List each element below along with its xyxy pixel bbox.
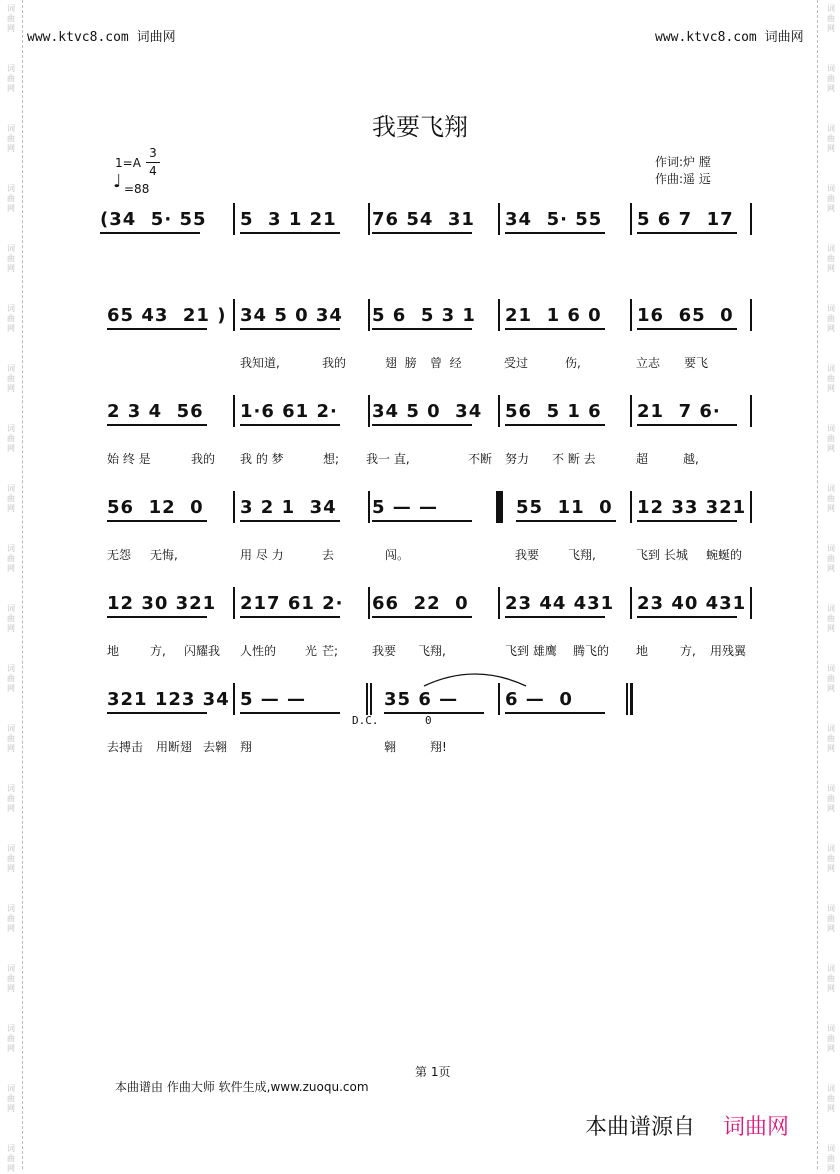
watermark-text: 词 曲 网 — [7, 64, 15, 93]
composer-credit: 作曲:遥 远 — [655, 172, 711, 186]
lyric-word: 地 — [107, 644, 120, 658]
lyric-word: 翔! — [430, 740, 447, 754]
lyric-word: 越, — [683, 452, 699, 466]
measure-notes: 2 3 4 56 — [107, 401, 204, 422]
measure-notes: 34 5 0 34 — [372, 401, 483, 422]
beam-underline — [505, 424, 605, 426]
watermark-text: 词 曲 网 — [7, 304, 15, 333]
bar-line — [368, 299, 370, 331]
beam-underline — [240, 616, 340, 618]
beam-underline — [107, 712, 207, 714]
watermark-text: 词 曲 网 — [827, 664, 835, 693]
watermark-text: 词 曲 网 — [827, 424, 835, 453]
header-right-url[interactable]: www.ktvc8.com — [655, 30, 757, 45]
beam-underline — [637, 616, 737, 618]
watermark-text: 词 曲 网 — [7, 124, 15, 153]
measure-notes: 321 123 34 — [107, 689, 230, 710]
beam-underline — [372, 424, 472, 426]
generator-credit: 本曲谱由 作曲大师 软件生成,www.zuoqu.com — [115, 1080, 369, 1094]
watermark-text: 词 曲 网 — [7, 1144, 15, 1173]
left-watermark-rail — [0, 0, 23, 1173]
beam-underline — [372, 232, 472, 234]
key-signature: 1=A — [115, 156, 141, 170]
right-watermark-rail — [817, 0, 840, 1173]
measure-notes: 5 — — — [372, 497, 439, 518]
bar-line — [233, 587, 235, 619]
score-row — [0, 395, 840, 435]
bar-line — [630, 587, 632, 619]
time-signature-bottom: 4 — [149, 164, 157, 178]
watermark-text: 词 曲 网 — [827, 244, 835, 273]
watermark-text: 词 曲 网 — [827, 184, 835, 213]
measure-notes: 5 3 1 21 — [240, 209, 337, 230]
fermata-zero: 0 — [425, 714, 432, 727]
lyric-word: 用残翼 — [710, 644, 747, 658]
bar-line — [630, 683, 633, 715]
measure-notes: 217 61 2· — [240, 593, 344, 614]
measure-notes: 65 43 21 ) — [107, 305, 227, 326]
bar-line — [630, 299, 632, 331]
lyric-word: 方, — [150, 644, 166, 658]
lyric-word: 去搏击 — [107, 740, 144, 754]
bar-line — [750, 299, 752, 331]
time-signature-divider — [146, 162, 160, 163]
beam-underline — [240, 712, 340, 714]
lyric-line — [0, 642, 840, 660]
lyric-word: 我 的 梦 — [240, 452, 284, 466]
beam-underline — [100, 232, 200, 234]
beam-underline — [637, 520, 737, 522]
bar-line — [630, 203, 632, 235]
lyric-word: 翔 — [240, 740, 253, 754]
lyric-line — [0, 450, 840, 468]
measure-notes: 56 5 1 6 — [505, 401, 602, 422]
beam-underline — [240, 232, 340, 234]
header-right — [655, 26, 804, 45]
watermark-text: 词 曲 网 — [827, 784, 835, 813]
measure-notes: 12 33 321 — [637, 497, 747, 518]
bar-line — [368, 395, 370, 427]
bar-line — [368, 491, 370, 523]
measure-notes: 5 6 5 3 1 — [372, 305, 476, 326]
measure-notes: 16 65 0 — [637, 305, 734, 326]
beam-underline — [240, 520, 340, 522]
beam-underline — [637, 424, 737, 426]
beam-underline — [372, 328, 472, 330]
bar-line — [233, 203, 235, 235]
watermark-text: 词 曲 网 — [827, 304, 835, 333]
score-row — [0, 683, 840, 723]
beam-underline — [516, 520, 616, 522]
time-signature-top: 3 — [149, 146, 157, 160]
lyric-word: 人性的 — [240, 644, 277, 658]
measure-notes: 1·6 61 2· — [240, 401, 338, 422]
header-right-site: 词曲网 — [764, 30, 804, 45]
lyric-word: 努力 — [505, 452, 530, 466]
watermark-text: 词 曲 网 — [7, 484, 15, 513]
beam-underline — [637, 328, 737, 330]
watermark-text: 词 曲 网 — [7, 424, 15, 453]
lyricist-credit: 作词:炉 膛 — [655, 155, 711, 169]
measure-notes: 34 5· 55 — [505, 209, 603, 230]
watermark-text: 词 曲 网 — [7, 964, 15, 993]
watermark-text: 词 曲 网 — [827, 1144, 835, 1173]
beam-underline — [505, 328, 605, 330]
beam-underline — [107, 616, 207, 618]
lyric-word: 我要 — [515, 548, 540, 562]
lyric-word: 闪耀我 — [184, 644, 221, 658]
lyric-word: 飞到 长城 — [636, 548, 688, 562]
lyric-word: 超 — [636, 452, 649, 466]
measure-notes: 34 5 0 34 — [240, 305, 343, 326]
lyric-word: 无悔, — [150, 548, 178, 562]
bar-line — [233, 491, 235, 523]
lyric-word: 伤, — [565, 356, 581, 370]
measure-notes: 12 30 321 — [107, 593, 217, 614]
watermark-text: 词 曲 网 — [7, 904, 15, 933]
bar-line — [368, 203, 370, 235]
repeat-bar-line — [626, 683, 628, 715]
lyric-word: 始 终 是 — [107, 452, 151, 466]
bar-line — [750, 491, 752, 523]
bar-line — [750, 203, 752, 235]
tempo-marking: =88 — [124, 182, 150, 196]
lyric-word: 不断 — [468, 452, 493, 466]
lyric-word: 去翱 — [203, 740, 228, 754]
lyric-word: 不 断 去 — [552, 452, 596, 466]
lyric-word: 我知道, — [240, 356, 280, 370]
watermark-text: 词 曲 网 — [7, 724, 15, 753]
measure-notes: 66 22 0 — [372, 593, 469, 614]
bar-line — [368, 587, 370, 619]
watermark-text: 词 曲 网 — [827, 1084, 835, 1113]
page-number: 第 1页 — [415, 1065, 451, 1079]
lyric-word: 飞翔, — [568, 548, 596, 562]
bar-line — [233, 299, 235, 331]
lyric-word: 地 — [636, 644, 649, 658]
lyric-word: 我的 — [322, 356, 347, 370]
repeat-bar-line — [366, 683, 368, 715]
beam-underline — [505, 616, 605, 618]
lyric-word: 受过 — [504, 356, 529, 370]
header-left-url[interactable]: www.ktvc8.com — [27, 30, 129, 45]
watermark-text: 词 曲 网 — [7, 4, 15, 33]
lyric-word: 芒; — [322, 644, 339, 658]
watermark-text: 词 曲 网 — [7, 1084, 15, 1113]
measure-notes: 21 7 6· — [637, 401, 721, 422]
measure-notes: 76 54 31 — [372, 209, 475, 230]
lyric-word: 想; — [323, 452, 340, 466]
beam-underline — [107, 520, 207, 522]
lyric-word: 闯。 — [385, 548, 410, 562]
score-row — [0, 299, 840, 339]
lyric-word: 我一 直, — [366, 452, 410, 466]
header-left-site: 词曲网 — [136, 30, 176, 45]
lyric-word: 腾飞的 — [573, 644, 610, 658]
measure-notes: 35 6 — — [384, 689, 459, 710]
bar-line — [750, 587, 752, 619]
beam-underline — [107, 424, 207, 426]
repeat-bar-line — [370, 683, 372, 715]
brand-prefix: 本曲谱源自 — [585, 1115, 696, 1140]
brand-name[interactable]: 词曲网 — [723, 1115, 790, 1140]
measure-notes: 6 — 0 — [505, 689, 573, 710]
bar-line — [233, 683, 235, 715]
measure-notes: 56 12 0 — [107, 497, 204, 518]
watermark-text: 词 曲 网 — [827, 844, 835, 873]
beam-underline — [384, 712, 484, 714]
watermark-text: 词 曲 网 — [827, 964, 835, 993]
watermark-text: 词 曲 网 — [7, 364, 15, 393]
bar-line — [750, 395, 752, 427]
beam-underline — [372, 520, 472, 522]
lyric-word: 翱 — [384, 740, 397, 754]
watermark-text: 词 曲 网 — [7, 244, 15, 273]
bar-line — [498, 395, 500, 427]
lyric-line — [0, 546, 840, 564]
da-capo-marker: D.C. — [352, 714, 379, 727]
lyric-word: 飞翔, — [418, 644, 446, 658]
measure-notes: (34 5· 55 — [100, 209, 207, 230]
watermark-text: 词 曲 网 — [827, 904, 835, 933]
lyric-word: 曾 经 — [430, 356, 462, 370]
lyric-word: 翅 膀 — [385, 356, 417, 370]
score-row — [0, 203, 840, 243]
lyric-line — [0, 738, 840, 756]
lyric-word: 要飞 — [684, 356, 709, 370]
measure-notes: 23 44 431 — [505, 593, 615, 614]
lyric-word: 我的 — [191, 452, 216, 466]
bar-line — [498, 203, 500, 235]
bar-line — [498, 299, 500, 331]
beam-underline — [505, 712, 605, 714]
lyric-word: 用断翅 — [156, 740, 193, 754]
lyric-word: 飞到 雄鹰 — [505, 644, 557, 658]
score-row — [0, 587, 840, 627]
bar-line — [630, 395, 632, 427]
measure-notes: 5 6 7 17 — [637, 209, 734, 230]
bar-line — [630, 491, 632, 523]
bar-line — [498, 587, 500, 619]
header-left — [27, 26, 176, 45]
repeat-bar-line — [500, 491, 503, 523]
watermark-text: 词 曲 网 — [7, 664, 15, 693]
watermark-text: 词 曲 网 — [827, 544, 835, 573]
watermark-text: 词 曲 网 — [7, 844, 15, 873]
measure-notes: 3 2 1 34 — [240, 497, 337, 518]
watermark-text: 词 曲 网 — [7, 544, 15, 573]
score-row — [0, 491, 840, 531]
measure-notes: 21 1 6 0 — [505, 305, 602, 326]
watermark-text: 词 曲 网 — [827, 64, 835, 93]
lyric-word: 我要 — [372, 644, 397, 658]
song-title: 我要飞翔 — [372, 113, 468, 141]
beam-underline — [505, 232, 605, 234]
watermark-text: 词 曲 网 — [827, 484, 835, 513]
bar-line — [233, 395, 235, 427]
lyric-word: 光 — [305, 644, 318, 658]
beam-underline — [372, 616, 472, 618]
lyric-word: 无怨 — [107, 548, 132, 562]
beam-underline — [240, 328, 340, 330]
repeat-bar-line — [496, 491, 498, 523]
watermark-text: 词 曲 网 — [7, 784, 15, 813]
lyric-word: 立志 — [636, 356, 661, 370]
lyric-word: 方, — [680, 644, 696, 658]
tie-arc — [420, 668, 530, 688]
watermark-text: 词 曲 网 — [827, 364, 835, 393]
lyric-word: 去 — [322, 548, 335, 562]
measure-notes: 23 40 431 — [637, 593, 747, 614]
watermark-text: 词 曲 网 — [7, 184, 15, 213]
quarter-note-icon: ♩ — [113, 171, 122, 192]
beam-underline — [107, 328, 207, 330]
watermark-text: 词 曲 网 — [7, 604, 15, 633]
watermark-text: 词 曲 网 — [827, 604, 835, 633]
beam-underline — [637, 232, 737, 234]
watermark-text: 词 曲 网 — [827, 124, 835, 153]
watermark-text: 词 曲 网 — [827, 4, 835, 33]
watermark-text: 词 曲 网 — [827, 1024, 835, 1053]
beam-underline — [240, 424, 340, 426]
watermark-text: 词 曲 网 — [7, 1024, 15, 1053]
measure-notes: 55 11 0 — [516, 497, 613, 518]
lyric-line — [0, 354, 840, 372]
watermark-text: 词 曲 网 — [827, 724, 835, 753]
lyric-word: 蜿蜒的 — [706, 548, 743, 562]
measure-notes: 5 — — — [240, 689, 307, 710]
lyric-word: 用 尽 力 — [240, 548, 284, 562]
